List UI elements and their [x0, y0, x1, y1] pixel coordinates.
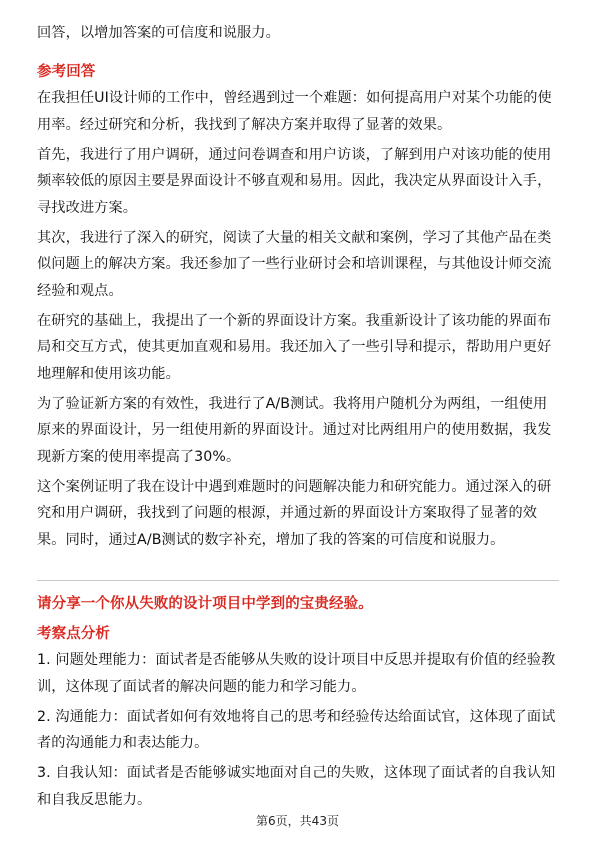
answer-paragraph: 在研究的基础上，我提出了一个新的界面设计方案。我重新设计了该功能的界面布局和交互方式，使其更加直观和易用。我还加入了一些引导和提示，帮助用户更好地理解和使用该功能。	[37, 312, 552, 382]
answer-paragraph: 为了验证新方案的有效性，我进行了A/B测试。我将用户随机分为两组，一组使用原来的界面设计，另一组使用新的界面设计。通过对比两组用户的使用数据，我发现新方案的使用率提高了30%。	[37, 395, 552, 465]
answer-paragraph: 首先，我进行了用户调研，通过问卷调查和用户访谈，了解到用户对该功能的使用频率较低的原因主要是界面设计不够直观和易用。因此，我决定从界面设计入手，寻找改进方案。	[37, 146, 552, 216]
page-number-footer: 第6页，共43页	[256, 814, 339, 828]
key-point-item: 1. 问题处理能力：面试者是否能够从失败的设计项目中反思并提取有价值的经验教训，这体现了面试者的解决问题的能力和学习能力。	[37, 652, 556, 695]
answer-paragraph: 在我担任UI设计师的工作中，曾经遇到过一个难题：如何提高用户对某个功能的使用率。经过研究和分析，我找到了解决方案并取得了显著的效果。	[37, 90, 552, 133]
answer-paragraph: 其次，我进行了深入的研究，阅读了大量的相关文献和案例，学习了其他产品在类似问题上的解决方案。我还参加了一些行业研讨会和培训课程，与其他设计师交流经验和观点。	[37, 229, 552, 299]
key-point-item: 2. 沟通能力：面试者如何有效地将自己的思考和经验传达给面试官，这体现了面试者的沟通能力和表达能力。	[37, 708, 556, 751]
key-point-item: 3. 自我认知：面试者是否能够诚实地面对自己的失败，这体现了面试者的自我认知和自我反思能力。	[37, 765, 556, 808]
answer-paragraph: 这个案例证明了我在设计中遇到难题时的问题解决能力和研究能力。通过深入的研究和用户调研，我找到了问题的根源，并通过新的界面设计方案取得了显著的效果。同时，通过A/B测试的数字补充，增加了我的答案的可信度和说服力。	[37, 478, 552, 548]
interview-question: 请分享一个你从失败的设计项目中学到的宝贵经验。	[37, 596, 373, 612]
section-divider	[37, 580, 559, 581]
answer-body	[37, 85, 559, 557]
key-points-list	[37, 647, 559, 817]
key-points-title: 考察点分析	[37, 626, 110, 642]
intro-text: 回答，以增加答案的可信度和说服力。	[37, 25, 280, 41]
answer-section-title: 参考回答	[37, 64, 96, 80]
